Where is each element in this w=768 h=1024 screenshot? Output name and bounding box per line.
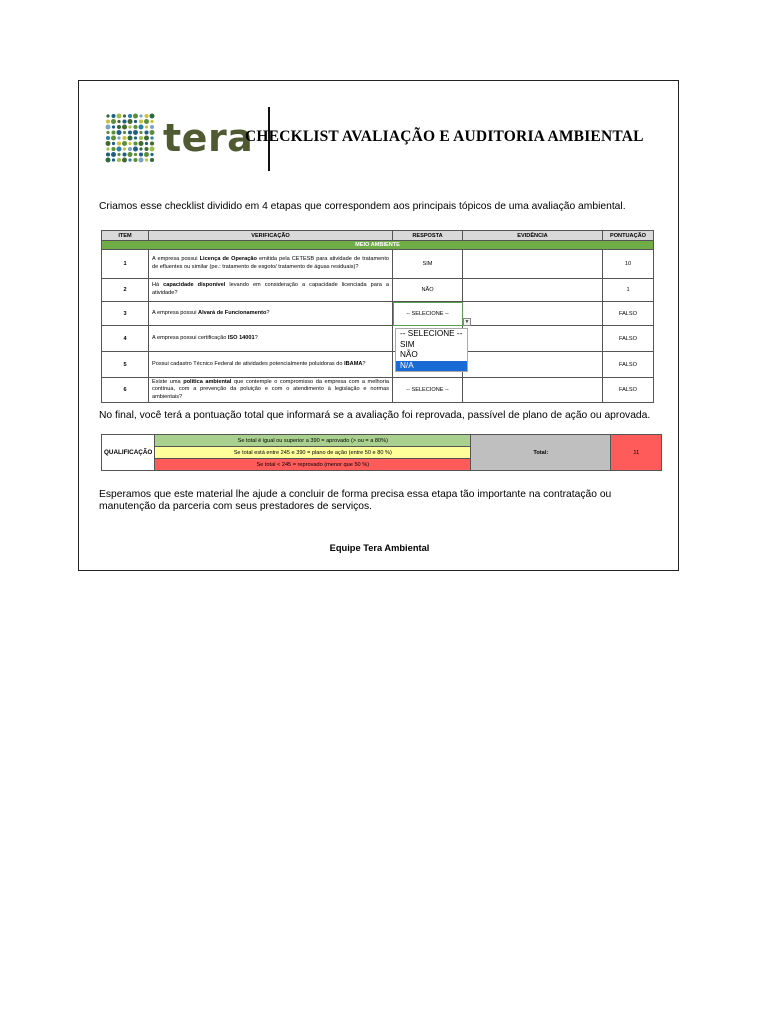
rule-approved: Se total é igual ou superior a 390 = aprovado (> ou = a 80%): [155, 435, 471, 447]
document-title: CHECKLIST AVALIAÇÃO E AUDITORIA AMBIENTAL: [245, 128, 644, 145]
verif-text: que contemple o compromisso da empresa com a melhoria contínua, com a prevenção da poluição e com o atendimento à legislação e normas ambientais?: [152, 378, 390, 400]
table-row: [102, 250, 654, 279]
document-page: [78, 80, 679, 571]
tera-logo: [105, 111, 255, 165]
header-evidencia: EVIDÊNCIA: [463, 231, 603, 241]
row-item: 1: [102, 250, 149, 279]
total-value: 11: [611, 435, 662, 471]
resposta-select[interactable]: NÃO: [393, 279, 463, 302]
checklist-table: [101, 230, 654, 403]
verif-text: A empresa possui certificação: [152, 334, 228, 341]
verif-text: ?: [362, 360, 366, 367]
section-title: MEIO AMBIENTE: [102, 241, 654, 250]
resposta-select[interactable]: -- SELECIONE --: [393, 378, 463, 403]
pontuacao-cell: 1: [603, 279, 654, 302]
row-verificacao: [149, 302, 393, 326]
verif-text: ?: [254, 334, 258, 341]
verif-bold-text: Alvará de Funcionamento: [198, 309, 267, 316]
pontuacao-cell: FALSO: [603, 378, 654, 403]
signature: Equipe Tera Ambiental: [329, 543, 430, 553]
logo-mosaic-icon: [105, 113, 155, 163]
resposta-select[interactable]: SIM: [393, 250, 463, 279]
verif-text: emitida pela CETESB para atividade de tratamento de efluentes ou similar (pe.: tratamento de esgoto/ tratamento de águas residuais)?: [152, 256, 389, 270]
verif-text: Possui cadastro Técnico Federal de atividades potencialmente poluidoras do: [152, 360, 345, 367]
dropdown-option-na[interactable]: N/A: [396, 361, 467, 372]
dropdown-option-nao[interactable]: NÃO: [400, 350, 418, 359]
table-row: [102, 326, 654, 352]
final-text: No final, você terá a pontuação total que informará se a avaliação foi reprovada, passível de plano de ação ou aprovada.: [99, 410, 651, 421]
resposta-select-active[interactable]: [393, 302, 470, 326]
closing-text: Esperamos que este material lhe ajude a concluir de forma precisa essa etapa tão importante na contratação ou manutenção da parceria com seus prestadores de serviços.: [99, 489, 612, 512]
dropdown-option-sim[interactable]: SIM: [400, 339, 415, 349]
row-verificacao: [149, 378, 393, 403]
verif-text: A empresa possui: [152, 309, 199, 316]
row-verificacao: [149, 326, 393, 352]
verif-bold-text: ISO 14001: [227, 334, 255, 341]
header-resposta: RESPOSTA: [393, 231, 463, 241]
pontuacao-cell: FALSO: [603, 326, 654, 352]
logo-wordmark: tera: [163, 116, 254, 160]
evidencia-cell[interactable]: [463, 326, 603, 352]
qualification-table: [101, 434, 662, 471]
evidencia-cell[interactable]: [463, 352, 603, 378]
header-item: ITEM: [102, 231, 149, 241]
intro-text: Criamos esse checklist dividido em 4 etapas que correspondem aos principais tópicos de uma avaliação ambiental.: [99, 201, 626, 212]
verif-bold-text: Licença de Operação: [199, 256, 257, 263]
pontuacao-cell: FALSO: [603, 302, 654, 326]
dropdown-arrow-icon[interactable]: ▼: [464, 319, 470, 325]
verif-text: Existe uma: [152, 378, 184, 385]
checklist-header-row: [102, 231, 654, 241]
pontuacao-cell: FALSO: [603, 352, 654, 378]
verif-text: levando em consideração a capacidade licenciada para a atividade?: [152, 282, 389, 296]
row-verificacao: [149, 250, 393, 279]
verif-text: ?: [266, 309, 270, 316]
dropdown-option-selecione[interactable]: -- SELECIONE --: [400, 329, 463, 338]
table-row: [102, 352, 654, 378]
evidencia-cell[interactable]: [463, 279, 603, 302]
header-verificacao: VERIFICAÇÃO: [149, 231, 393, 241]
qualification-label: QUALIFICAÇÃO: [102, 435, 155, 471]
resposta-dropdown-list: [395, 328, 468, 372]
evidencia-cell[interactable]: [463, 250, 603, 279]
table-row: [102, 302, 654, 326]
pontuacao-cell: 10: [603, 250, 654, 279]
row-item: 3: [102, 302, 149, 326]
row-item: 2: [102, 279, 149, 302]
verif-bold-text: IBAMA: [344, 360, 363, 367]
verif-bold-text: capacidade disponível: [163, 282, 226, 289]
table-row: [102, 378, 654, 403]
section-row: [102, 241, 654, 250]
header-pontuacao: PONTUAÇÃO: [603, 231, 654, 241]
row-item: 6: [102, 378, 149, 403]
evidencia-cell[interactable]: [463, 378, 603, 403]
evidencia-cell[interactable]: [463, 302, 603, 326]
total-label: Total:: [471, 435, 611, 471]
verif-text: A empresa possui: [152, 256, 200, 263]
qualification-row: [102, 435, 662, 447]
verif-text: Há: [152, 282, 164, 289]
resposta-value: -- SELECIONE --: [406, 310, 449, 317]
rule-rejected: Se total < 245 = reprovado (menor que 50 %): [155, 459, 471, 471]
row-verificacao: [149, 279, 393, 302]
row-verificacao: [149, 352, 393, 378]
rule-action-plan: Se total está entre 245 e 390 = plano de ação (entre 50 e 80 %): [155, 447, 471, 459]
row-item: 4: [102, 326, 149, 352]
table-row: [102, 279, 654, 302]
verif-bold-text: política ambiental: [183, 378, 232, 385]
row-item: 5: [102, 352, 149, 378]
